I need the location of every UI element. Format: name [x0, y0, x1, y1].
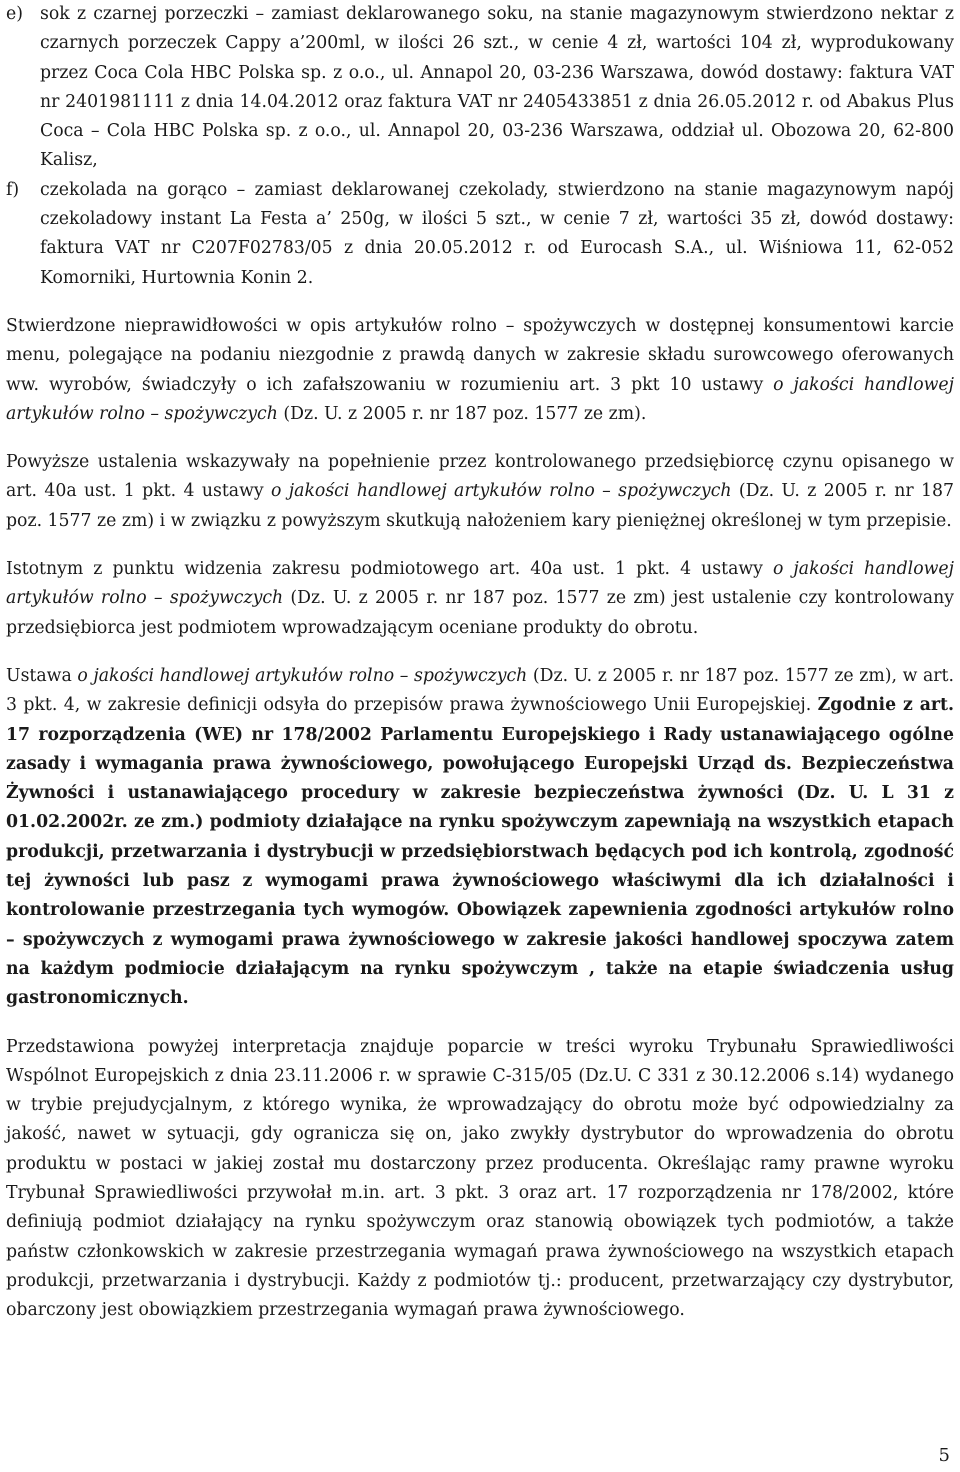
page-content [6, 0, 954, 1325]
paragraph-text: Stwierdzone nieprawidłowości w opis artykułów rolno – spożywczych w dostępnej konsumentowi karcie menu, polegające na podaniu niezgodnie z prawdą danych w zakresie składu surowcowego oferowanych ww. wyrobów, świadczyły o ich zafałszowaniu w rozumieniu art. 3 pkt 10 ustawy [6, 315, 954, 395]
regulation-text-bold: Zgodnie z art. 17 rozporządzenia (WE) nr 178/2002 Parlamentu Europejskiego i Rady ustanawiającego ogólne zasady i wymagania prawa żywnościowego, powołującego Europejski Urząd ds. Bezpieczeństwa Żywności i ustanawiającego procedury w zakresie bezpieczeństwa żywności (Dz. U. L 31 z 01.02.2002r. ze zm.) podmioty działające na rynku spożywczym zapewniają na wszystkich etapach produkcji, przetwarzania i dystrybucji w przedsiębiorstwach będących pod ich kontrolą, zgodność tej żywności lub pasz z wymogami prawa żywnościowego właściwymi dla ich działalności i kontrolowanie przestrzegania tych wymogów. Obowiązek zapewnienia zgodności artykułów rolno – spożywczych z wymogami prawa żywnościowego w zakresie jakości handlowej spoczywa zatem na każdym podmiocie działającym na rynku spożywczym , także na etapie świadczenia usług gastronomicznych. [6, 695, 954, 1009]
paragraph-court-ruling [6, 1033, 954, 1326]
list-item-e [6, 0, 954, 176]
paragraph-text: Ustawa [6, 665, 78, 686]
paragraph-text: (Dz. U. z 2005 r. nr 187 poz. 1577 ze zm). [277, 403, 647, 424]
paragraph-text: Przedstawiona powyżej interpretacja znajduje poparcie w treści wyroku Trybunału Sprawiedliwości Wspólnot Europejskich z dnia 23.11.2006 r. w sprawie C-315/05 (Dz.U. C 331 z 30.12.2006 s.14) wydanego w trybie prejudycjalnym, z którego wynika, że wprowadzający do obrotu może być odpowiedzialny za jakość, nawet w sytuacji, gdy ogranicza się on, jako zwykły dystrybutor do wprowadzenia do obrotu produktu w postaci w jakiej został mu dostarczony przez producenta. Określając ramy prawne wyroku Trybunał Sprawiedliwości przywołał m.in. art. 3 pkt. 3 oraz art. 17 rozporządzenia nr 178/2002, które definiują podmiot działający na rynku spożywczym oraz stanowią obowiązek tych podmiotów, a także państw członkowskich w zakresie przestrzegania wymagań prawa żywnościowego na wszystkich etapach produkcji, przetwarzania i dystrybucji. Każdy z podmiotów tj.: producent, przetwarzający czy dystrybutor, obarczony jest obowiązkiem przestrzegania wymagań prawa żywnościowego. [6, 1036, 954, 1321]
list-item-f [6, 176, 954, 293]
list-marker: f) [6, 179, 20, 200]
act-title-italic: o jakości handlowej artykułów rolno – spożywczych [77, 665, 528, 686]
list-item-text: czekolada na gorąco – zamiast deklarowanej czekolady, stwierdzono na stanie magazynowym napój czekoladowy instant La Festa a’ 250g, w ilości 5 szt., w cenie 7 zł, wartości 35 zł, dowód dostawy: faktura VAT nr C207F02783/05 z dnia 20.05.2012 r. od Eurocash S.A., ul. Wiśniowa 11, 62-052 Komorniki, Hurtownia Konin 2. [40, 179, 954, 288]
paragraph-text: Powyższe ustalenia wskazywały na popełnienie przez kontrolowanego przedsiębiorcę czynu opisanego w art. 40a ust. 1 pkt. 4 ustawy [6, 452, 954, 502]
paragraph-text: (Dz. U. z 2005 r. nr 187 poz. 1577 ze zm) jest ustalenie czy kontrolowany przedsiębiorca jest podmiotem wprowadzającym oceniane produkty do obrotu. [6, 588, 954, 638]
paragraph-scope [6, 555, 954, 643]
act-title-italic: o jakości handlowej artykułów rolno – spożywczych [271, 481, 732, 502]
act-title-italic: o jakości handlowej artykułów rolno – spożywczych [6, 559, 954, 609]
page-number: 5 [938, 1445, 950, 1466]
list-item-text: sok z czarnej porzeczki – zamiast deklarowanego soku, na stanie magazynowym stwierdzono nektar z czarnych porzeczek Cappy a’200ml, w ilości 26 szt., w cenie 4 zł, wartości 104 zł, wyprodukowany przez Coca Cola HBC Polska sp. z o.o., ul. Annapol 20, 03-236 Warszawa, dowód dostawy: faktura VAT nr 2401981111 z dnia 14.04.2012 oraz faktura VAT nr 2405433851 z dnia 26.05.2012 r. od Abakus Plus Coca – Cola HBC Polska sp. z o.o., ul. Annapol 20, 03-236 Warszawa, oddział ul. Obozowa 20, 62-800 Kalisz, [40, 4, 954, 171]
act-title-italic: o jakości handlowej artykułów rolno – spożywczych [6, 374, 954, 424]
paragraph-text: (Dz. U. z 2005 r. nr 187 poz. 1577 ze zm) i w związku z powyższym skutkują nałożeniem kary pieniężnej określonej w tym przepisie. [6, 481, 955, 531]
paragraph-irregularities [6, 312, 954, 429]
paragraph-text: (Dz. U. z 2005 r. nr 187 poz. 1577 ze zm), w art. 3 pkt. 4, w zakresie definicji odsyła do przepisów prawa żywnościowego Unii Europejskiej. [6, 665, 954, 716]
paragraph-act-definition [6, 662, 954, 1014]
paragraph-text: Istotnym z punktu widzenia zakresu podmiotowego art. 40a ust. 1 pkt. 4 ustawy [6, 559, 773, 580]
paragraph-findings [6, 448, 954, 536]
list-marker: e) [6, 4, 23, 24]
